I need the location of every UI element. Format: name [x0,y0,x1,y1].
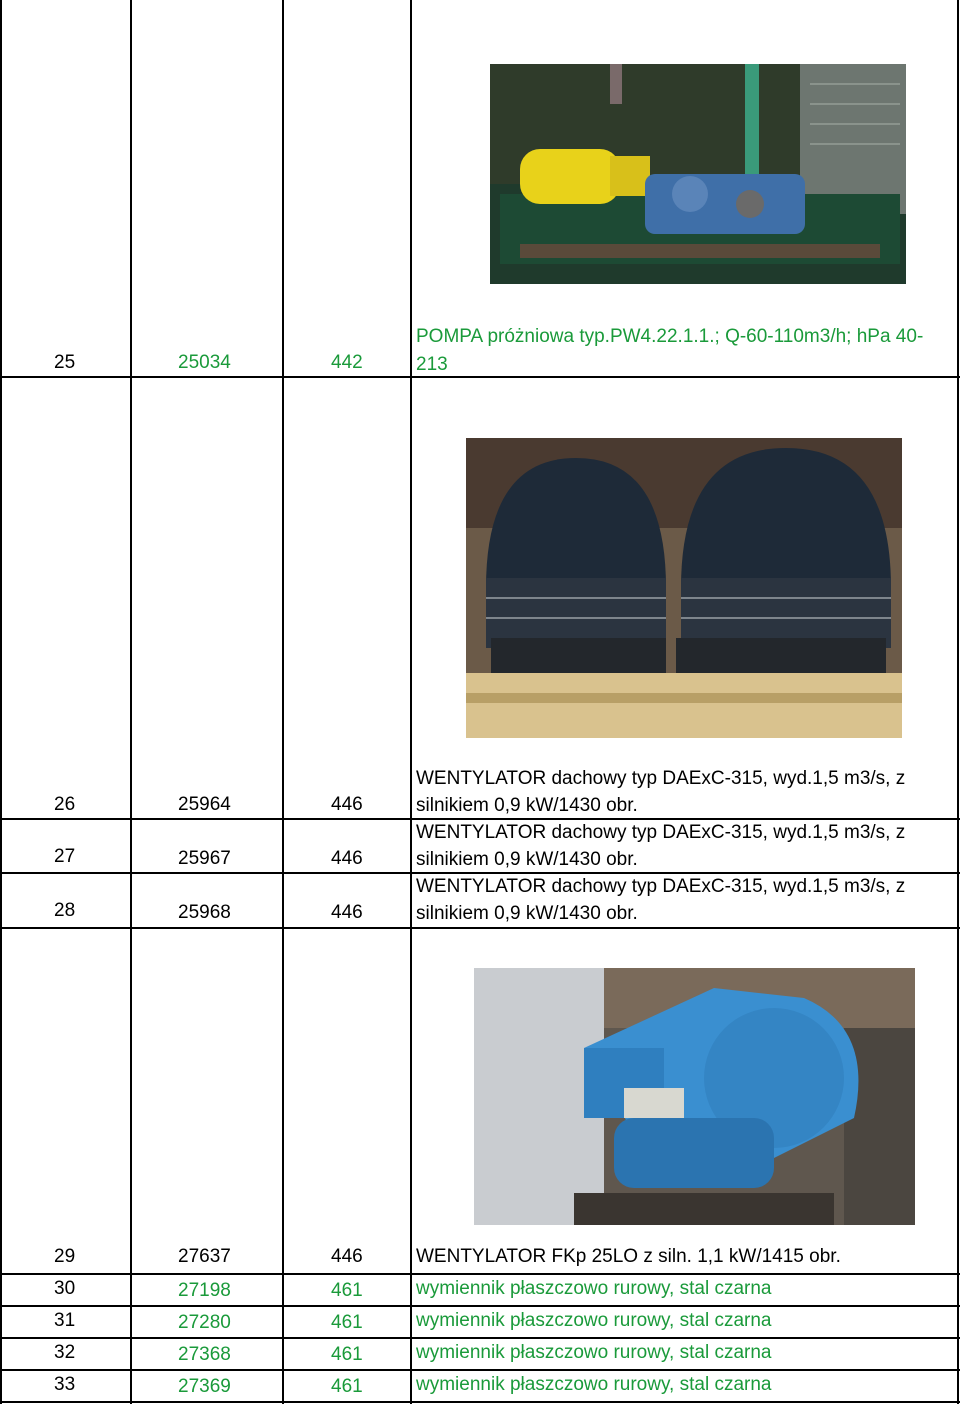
row-25-group: 442 [331,352,363,373]
radial-fan-photo [474,968,915,1225]
row-25-code: 25034 [178,352,231,373]
row-33-description: wymiennik płaszczowo rurowy, stal czarna [416,1374,772,1395]
row-32-code: 27368 [178,1344,231,1365]
row-27-group: 446 [331,848,363,869]
row-25-description: POMPA próżniowa typ.PW4.22.1.1.; Q-60-110m3/h; hPa 40-213 [416,326,924,375]
row-32-group: 461 [331,1344,363,1365]
row-31-description: wymiennik płaszczowo rurowy, stal czarna [416,1310,772,1331]
row-28-code: 25968 [178,902,231,923]
row-27-description: WENTYLATOR dachowy typ DAExC-315, wyd.1,5 m3/s, z silnikiem 0,9 kW/1430 obr. [416,822,906,870]
row-33-code: 27369 [178,1376,231,1397]
row-26-no: 26 [54,794,76,815]
row-28-description: WENTYLATOR dachowy typ DAExC-315, wyd.1,5 m3/s, z silnikiem 0,9 kW/1430 obr. [416,876,906,924]
vacuum-pump-photo [490,64,906,284]
row-26-group: 446 [331,794,363,815]
row-32-no: 32 [54,1342,76,1363]
row-31-no: 31 [54,1310,76,1331]
row-26-description: WENTYLATOR dachowy typ DAExC-315, wyd.1,5 m3/s, z silnikiem 0,9 kW/1430 obr. [416,768,906,816]
row-31-group: 461 [331,1312,363,1333]
row-31-code: 27280 [178,1312,231,1333]
row-30-code: 27198 [178,1280,231,1301]
row-30-no: 30 [54,1278,76,1299]
row-29-description: WENTYLATOR FKp 25LO z siln. 1,1 kW/1415 obr. [416,1246,841,1267]
row-33-group: 461 [331,1376,363,1397]
row-32-description: wymiennik płaszczowo rurowy, stal czarna [416,1342,772,1363]
row-26-code: 25964 [178,794,231,815]
row-30-description: wymiennik płaszczowo rurowy, stal czarna [416,1278,772,1299]
row-25-no: 25 [54,352,76,373]
row-27-no: 27 [54,846,76,867]
row-30-group: 461 [331,1280,363,1301]
row-29-code: 27637 [178,1246,231,1267]
roof-fans-photo [466,438,902,738]
row-33-no: 33 [54,1374,76,1395]
row-29-no: 29 [54,1246,76,1267]
row-27-code: 25967 [178,848,231,869]
row-29-group: 446 [331,1246,363,1267]
row-28-group: 446 [331,902,363,923]
row-28-no: 28 [54,900,76,921]
